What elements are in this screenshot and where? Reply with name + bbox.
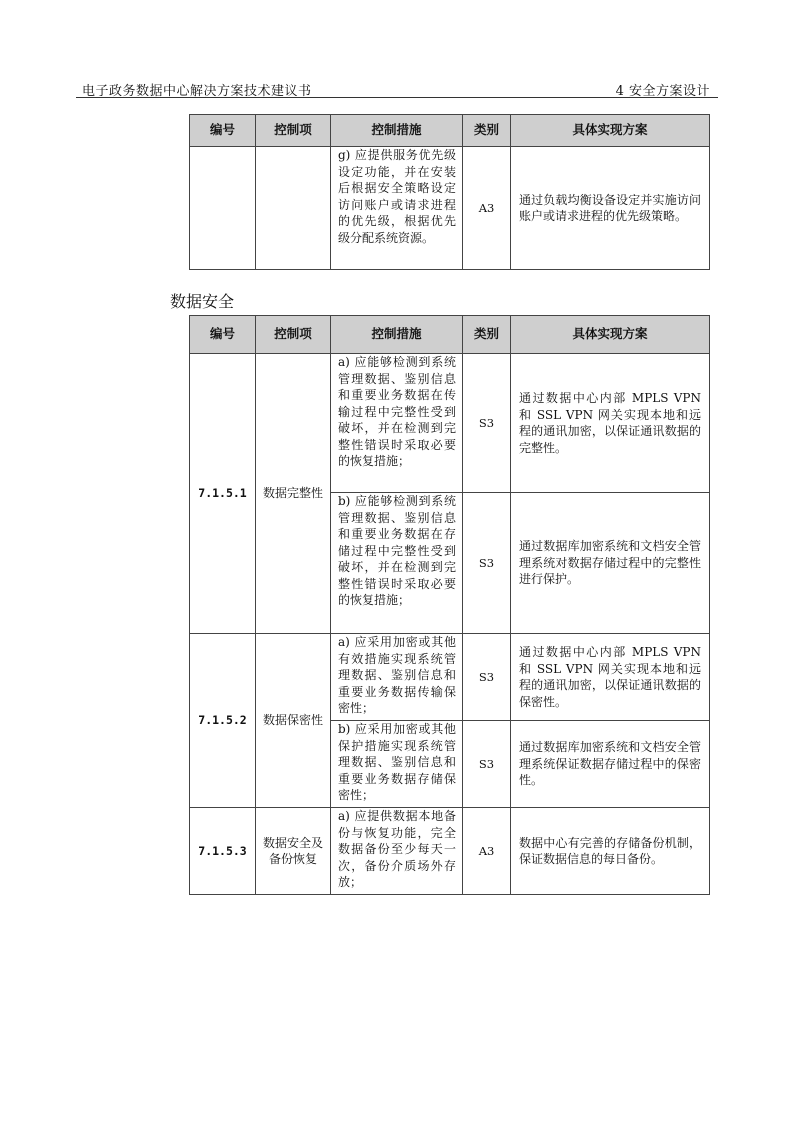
col-header-measure: 控制措施 [331,115,463,147]
cell-impl: 数据中心有完善的存储备份机制，保证数据信息的每日备份。 [511,808,710,895]
cell-type: S3 [463,493,511,634]
header-rule [76,97,718,98]
cell-id [190,147,256,270]
running-header-title: 电子政务数据中心解决方案技术建议书 [82,84,312,99]
cell-measure: b) 应能够检测到系统管理数据、鉴别信息和重要业务数据在存储过程中完整性受到破坏，并在检测到完整性错误时采取必要的恢复措施； [331,493,463,634]
cell-item: 数据保密性 [256,634,331,808]
cell-impl: 通过数据中心内部 MPLS VPN 和 SSL VPN 网关实现本地和远程的通讯加密，以保证通讯数据的保密性。 [511,634,710,721]
cell-item: 数据完整性 [256,354,331,634]
cell-item: 数据安全及备份恢复 [256,808,331,895]
col-header-item: 控制项 [256,316,331,354]
control-table-continued [189,114,710,270]
col-header-type: 类别 [463,316,511,354]
cell-impl: 通过负载均衡设备设定并实施访问账户或请求进程的优先级策略。 [511,147,710,270]
col-header-type: 类别 [463,115,511,147]
section-title: 数据安全 [170,292,235,311]
cell-impl: 通过数据中心内部 MPLS VPN 和 SSL VPN 网关实现本地和远程的通讯加密，以保证通讯数据的完整性。 [511,354,710,493]
cell-id: 7.1.5.1 [190,354,256,634]
data-security-table [189,315,710,895]
cell-measure: a) 应提供数据本地备份与恢复功能，完全数据备份至少每天一次，备份介质场外存放； [331,808,463,895]
cell-type: A3 [463,808,511,895]
cell-impl: 通过数据库加密系统和文档安全管理系统保证数据存储过程中的保密性。 [511,721,710,808]
table-row [190,634,710,721]
col-header-impl: 具体实现方案 [511,115,710,147]
table-row [190,808,710,895]
col-header-item: 控制项 [256,115,331,147]
cell-measure: a) 应能够检测到系统管理数据、鉴别信息和重要业务数据在传输过程中完整性受到破坏，并在检测到完整性错误时采取必要的恢复措施； [331,354,463,493]
col-header-measure: 控制措施 [331,316,463,354]
cell-measure: a) 应采用加密或其他有效措施实现系统管理数据、鉴别信息和重要业务数据传输保密性； [331,634,463,721]
cell-id: 7.1.5.2 [190,634,256,808]
cell-type: S3 [463,721,511,808]
table-row [190,354,710,493]
table-header-row [190,115,710,147]
col-header-id: 编号 [190,316,256,354]
col-header-impl: 具体实现方案 [511,316,710,354]
running-header-chapter: 4 安全方案设计 [615,84,710,99]
table-row [190,147,710,270]
cell-id: 7.1.5.3 [190,808,256,895]
cell-impl: 通过数据库加密系统和文档安全管理系统对数据存储过程中的完整性进行保护。 [511,493,710,634]
cell-type: S3 [463,634,511,721]
cell-measure: b) 应采用加密或其他保护措施实现系统管理数据、鉴别信息和重要业务数据存储保密性； [331,721,463,808]
cell-type: S3 [463,354,511,493]
cell-type: A3 [463,147,511,270]
cell-measure: g) 应提供服务优先级设定功能，并在安装后根据安全策略设定访问账户或请求进程的优先级，根据优先级分配系统资源。 [331,147,463,270]
table-header-row [190,316,710,354]
col-header-id: 编号 [190,115,256,147]
cell-item [256,147,331,270]
